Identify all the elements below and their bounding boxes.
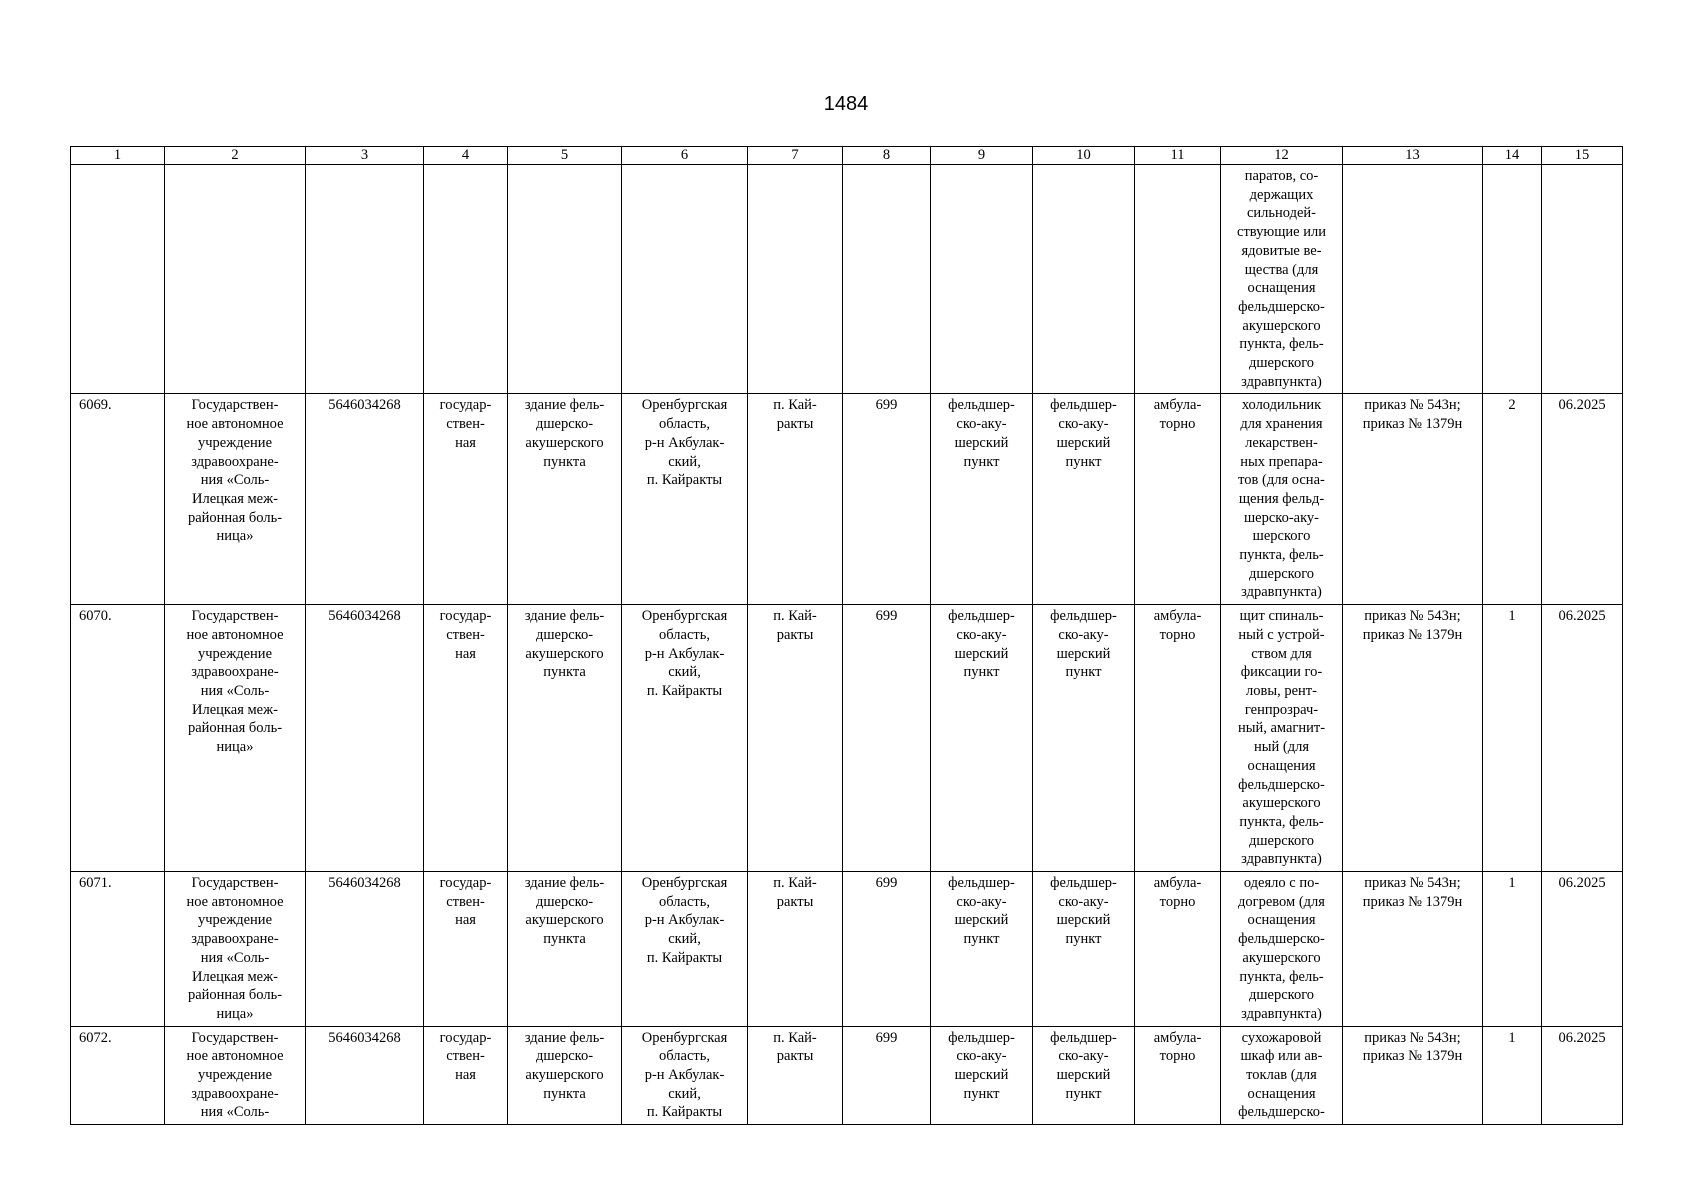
table-row: [71, 1026, 1623, 1125]
column-header: 6: [622, 147, 748, 165]
table-cell: приказ № 543н; приказ № 1379н: [1343, 1026, 1483, 1125]
table-cell: амбула- торно: [1135, 394, 1221, 605]
table-row: [71, 165, 1623, 394]
table-cell: здание фель- дшерско- акушерского пункта: [508, 605, 622, 872]
table-cell: п. Кай- ракты: [748, 394, 843, 605]
table-cell: приказ № 543н; приказ № 1379н: [1343, 605, 1483, 872]
table-cell: Государствен- ное автономное учреждение здравоохране- ния «Соль- Илецкая меж- районная боль- ница»: [165, 394, 306, 605]
table-cell: 5646034268: [306, 872, 424, 1027]
table-cell: амбула- торно: [1135, 872, 1221, 1027]
column-header: 10: [1033, 147, 1135, 165]
table-cell: 1: [1483, 1026, 1542, 1125]
table-cell: 699: [843, 872, 931, 1027]
table-cell: фельдшер- ско-аку- шерский пункт: [1033, 872, 1135, 1027]
header-row: [71, 147, 1623, 165]
table-cell: [843, 165, 931, 394]
table-cell: [71, 165, 165, 394]
table-cell: 6072.: [71, 1026, 165, 1125]
table-cell: [1033, 165, 1135, 394]
table-cell: [1542, 165, 1623, 394]
column-header: 14: [1483, 147, 1542, 165]
table-cell: 06.2025: [1542, 394, 1623, 605]
table-cell: [931, 165, 1033, 394]
table-cell: 5646034268: [306, 605, 424, 872]
registry-table: [70, 146, 1623, 1125]
table-cell: Государствен- ное автономное учреждение здравоохране- ния «Соль-: [165, 1026, 306, 1125]
table-cell: [1135, 165, 1221, 394]
table-cell: п. Кай- ракты: [748, 605, 843, 872]
table-cell: 6071.: [71, 872, 165, 1027]
table-cell: [748, 165, 843, 394]
table-cell: здание фель- дшерско- акушерского пункта: [508, 1026, 622, 1125]
table-cell: [1343, 165, 1483, 394]
column-header: 12: [1221, 147, 1343, 165]
table-cell: фельдшер- ско-аку- шерский пункт: [931, 1026, 1033, 1125]
table-row: [71, 872, 1623, 1027]
table-cell: холодильник для хранения лекарствен- ных препара- тов (для осна- щения фельд- шерско-аку- шерского пункта, фель- дшерского здравпункта): [1221, 394, 1343, 605]
table-cell: здание фель- дшерско- акушерского пункта: [508, 394, 622, 605]
table-row: [71, 394, 1623, 605]
page-number: 1484: [823, 93, 869, 115]
table-row: [71, 605, 1623, 872]
table-cell: паратов, со- держащих сильнодей- ствующие или ядовитые ве- щества (для оснащения фельдшерско- акушерского пункта, фель- дшерского здравпункта): [1221, 165, 1343, 394]
table-cell: [622, 165, 748, 394]
table-cell: фельдшер- ско-аку- шерский пункт: [931, 872, 1033, 1027]
table-cell: 2: [1483, 394, 1542, 605]
table-cell: 1: [1483, 872, 1542, 1027]
table-cell: Государствен- ное автономное учреждение здравоохране- ния «Соль- Илецкая меж- районная боль- ница»: [165, 605, 306, 872]
table-cell: [1483, 165, 1542, 394]
table-cell: одеяло с по- догревом (для оснащения фельдшерско- акушерского пункта, фель- дшерского здравпункта): [1221, 872, 1343, 1027]
table-cell: фельдшер- ско-аку- шерский пункт: [931, 605, 1033, 872]
table-cell: 5646034268: [306, 1026, 424, 1125]
table-cell: государ- ствен- ная: [424, 605, 508, 872]
table-cell: 6069.: [71, 394, 165, 605]
column-header: 11: [1135, 147, 1221, 165]
table-cell: Оренбургская область, р-н Акбулак- ский, п. Кайракты: [622, 394, 748, 605]
table-cell: щит спиналь- ный с устрой- ством для фиксации го- ловы, рент- генпрозрач- ный, амагнит- ный (для оснащения фельдшерско- акушерского пункта, фель- дшерского здравпункта): [1221, 605, 1343, 872]
column-header: 2: [165, 147, 306, 165]
table-cell: сухожаровой шкаф или ав- токлав (для оснащения фельдшерско-: [1221, 1026, 1343, 1125]
column-header: 13: [1343, 147, 1483, 165]
table-cell: Оренбургская область, р-н Акбулак- ский, п. Кайракты: [622, 1026, 748, 1125]
table-cell: Оренбургская область, р-н Акбулак- ский, п. Кайракты: [622, 872, 748, 1027]
table-cell: приказ № 543н; приказ № 1379н: [1343, 872, 1483, 1027]
column-header: 1: [71, 147, 165, 165]
table-cell: 699: [843, 1026, 931, 1125]
table-cell: государ- ствен- ная: [424, 394, 508, 605]
column-header: 9: [931, 147, 1033, 165]
table-cell: 5646034268: [306, 394, 424, 605]
table-cell: [306, 165, 424, 394]
table-cell: государ- ствен- ная: [424, 872, 508, 1027]
table-cell: п. Кай- ракты: [748, 1026, 843, 1125]
table-cell: 6070.: [71, 605, 165, 872]
table-cell: [508, 165, 622, 394]
column-header: 8: [843, 147, 931, 165]
table-cell: Оренбургская область, р-н Акбулак- ский, п. Кайракты: [622, 605, 748, 872]
table-cell: Государствен- ное автономное учреждение здравоохране- ния «Соль- Илецкая меж- районная боль- ница»: [165, 872, 306, 1027]
table-cell: [424, 165, 508, 394]
table-cell: 699: [843, 394, 931, 605]
column-header: 4: [424, 147, 508, 165]
table-cell: приказ № 543н; приказ № 1379н: [1343, 394, 1483, 605]
column-header: 3: [306, 147, 424, 165]
table-cell: [165, 165, 306, 394]
column-header: 5: [508, 147, 622, 165]
table-cell: 06.2025: [1542, 872, 1623, 1027]
table-cell: фельдшер- ско-аку- шерский пункт: [1033, 605, 1135, 872]
table-cell: государ- ствен- ная: [424, 1026, 508, 1125]
table-cell: фельдшер- ско-аку- шерский пункт: [931, 394, 1033, 605]
table-cell: п. Кай- ракты: [748, 872, 843, 1027]
table-cell: 06.2025: [1542, 605, 1623, 872]
table-cell: фельдшер- ско-аку- шерский пункт: [1033, 1026, 1135, 1125]
table-cell: амбула- торно: [1135, 1026, 1221, 1125]
table-cell: фельдшер- ско-аку- шерский пункт: [1033, 394, 1135, 605]
table-cell: здание фель- дшерско- акушерского пункта: [508, 872, 622, 1027]
table-cell: амбула- торно: [1135, 605, 1221, 872]
column-header: 15: [1542, 147, 1623, 165]
table-cell: 1: [1483, 605, 1542, 872]
table-cell: 06.2025: [1542, 1026, 1623, 1125]
column-header: 7: [748, 147, 843, 165]
table-cell: 699: [843, 605, 931, 872]
